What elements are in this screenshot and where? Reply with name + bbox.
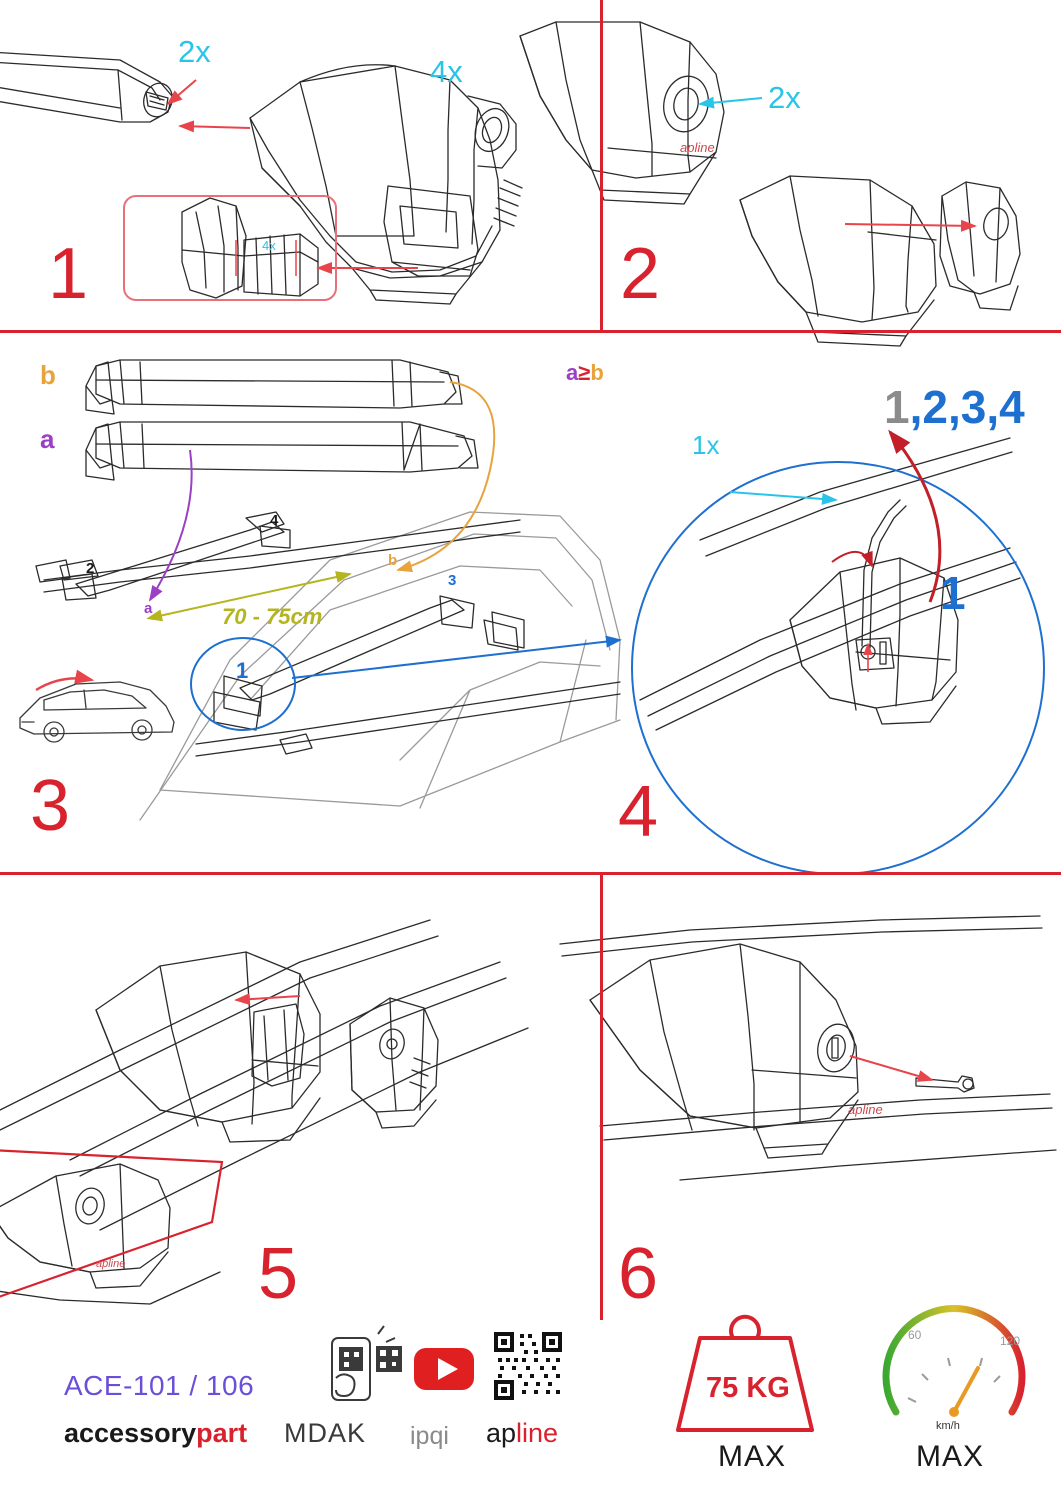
panel2-foot-bottom	[740, 176, 1020, 346]
brand-accessorypart-red: part	[196, 1418, 248, 1448]
zoom-link	[292, 640, 620, 678]
foot-label-4: 4	[270, 512, 279, 529]
qty-label-4x-foot: 4x	[430, 54, 463, 89]
condition-a-ge-b	[566, 360, 604, 386]
youtube-icon[interactable]	[414, 1348, 474, 1390]
arrow-bar-a	[150, 450, 192, 600]
zoom-circle-small	[191, 638, 295, 730]
qty-label-2x-bar: 2x	[178, 34, 211, 69]
panel6-detail	[560, 916, 1056, 1180]
callout-1: 1	[940, 567, 966, 619]
brand-apline-red: line	[516, 1418, 559, 1448]
phone-qr-icon	[332, 1326, 402, 1400]
qr-code	[494, 1332, 562, 1400]
arrow-slide	[236, 996, 300, 1000]
step-number-4: 4	[618, 772, 657, 852]
divider-2	[0, 872, 1061, 875]
product-code: ACE-101 / 106	[64, 1370, 255, 1401]
apline-mark-panel6: apline	[848, 1102, 883, 1117]
panel1-foot-assembly	[250, 65, 522, 304]
zoom-circle-big	[632, 462, 1044, 874]
foot-label-2: 2	[86, 560, 95, 577]
label-arrow-a: a	[144, 600, 153, 617]
apline-mark-panel5: apline	[96, 1258, 126, 1270]
foot-label-3: 3	[448, 572, 457, 589]
condition-b: b	[590, 360, 604, 385]
arrow-key	[850, 1056, 932, 1080]
sequence-label	[884, 380, 1025, 434]
speed-unit: km/h	[936, 1420, 960, 1432]
qty-label-1x: 1x	[692, 430, 720, 460]
qty-label-2x-screw: 2x	[768, 80, 801, 115]
divider-1	[0, 330, 1061, 333]
condition-symbol: ≥	[578, 360, 591, 385]
panel3-roof-rails	[44, 520, 620, 756]
speedometer-icon	[886, 1309, 1022, 1417]
step-number-2: 2	[620, 234, 659, 314]
panel3-mounted-bars	[36, 512, 524, 754]
arrow-1x	[730, 492, 836, 500]
gauge-min: 60	[908, 1328, 922, 1342]
dimension-label: 70 - 75cm	[222, 604, 323, 629]
arrow-bar-b	[398, 382, 494, 570]
brand-ipqi: ipqi	[410, 1422, 449, 1450]
brand-apline	[486, 1418, 558, 1449]
label-bar-b: b	[40, 360, 56, 390]
max-weight-value: 75 KG	[706, 1372, 790, 1404]
sequence-rest: ,2,3,4	[909, 381, 1025, 433]
divider-v3	[600, 872, 603, 1320]
step-number-6: 6	[618, 1234, 657, 1314]
divider-v1	[600, 0, 603, 330]
arrow-assemble	[845, 224, 975, 226]
brand-accessorypart-dark: accessory	[64, 1418, 197, 1448]
step-number-1: 1	[48, 234, 87, 314]
label-bar-a: a	[40, 424, 55, 454]
arrow-rotate	[832, 552, 872, 566]
panel2-foot-top	[520, 22, 724, 204]
arrow-2x	[168, 80, 196, 104]
brand-accessorypart	[64, 1418, 247, 1449]
panel5-inset	[0, 1164, 220, 1304]
panel3-bar-b	[86, 360, 462, 414]
arrow-sequence	[890, 432, 940, 602]
foot-label-1: 1	[236, 658, 249, 683]
panel3-car-roof	[140, 512, 620, 820]
arrow-crossbar	[180, 126, 250, 128]
panel1-crossbar	[0, 52, 177, 122]
panel5-detail	[0, 920, 528, 1230]
inset-frame	[124, 196, 336, 300]
inset-frame-5	[0, 1150, 222, 1300]
condition-a: a	[566, 360, 579, 385]
brand-mdak: MDAK	[284, 1418, 367, 1448]
arrow-2x-panel2	[700, 98, 762, 104]
max-weight-caption: MAX	[718, 1440, 787, 1473]
max-speed-caption: MAX	[916, 1440, 985, 1473]
label-arrow-b: b	[388, 552, 398, 569]
step-number-3: 3	[30, 766, 69, 846]
panel3-bar-a	[86, 422, 478, 480]
qty-label-4x-inset: 4x	[262, 238, 276, 253]
sequence-first: 1	[884, 381, 910, 433]
gauge-max: 120	[1000, 1334, 1021, 1348]
panel3-car-icon	[20, 682, 174, 742]
step-number-5: 5	[258, 1234, 297, 1314]
apline-mark-panel2: apline	[680, 140, 715, 155]
panel1-inset-detail	[182, 198, 318, 298]
car-direction-arrow	[36, 678, 92, 690]
brand-apline-dark: ap	[486, 1418, 517, 1448]
